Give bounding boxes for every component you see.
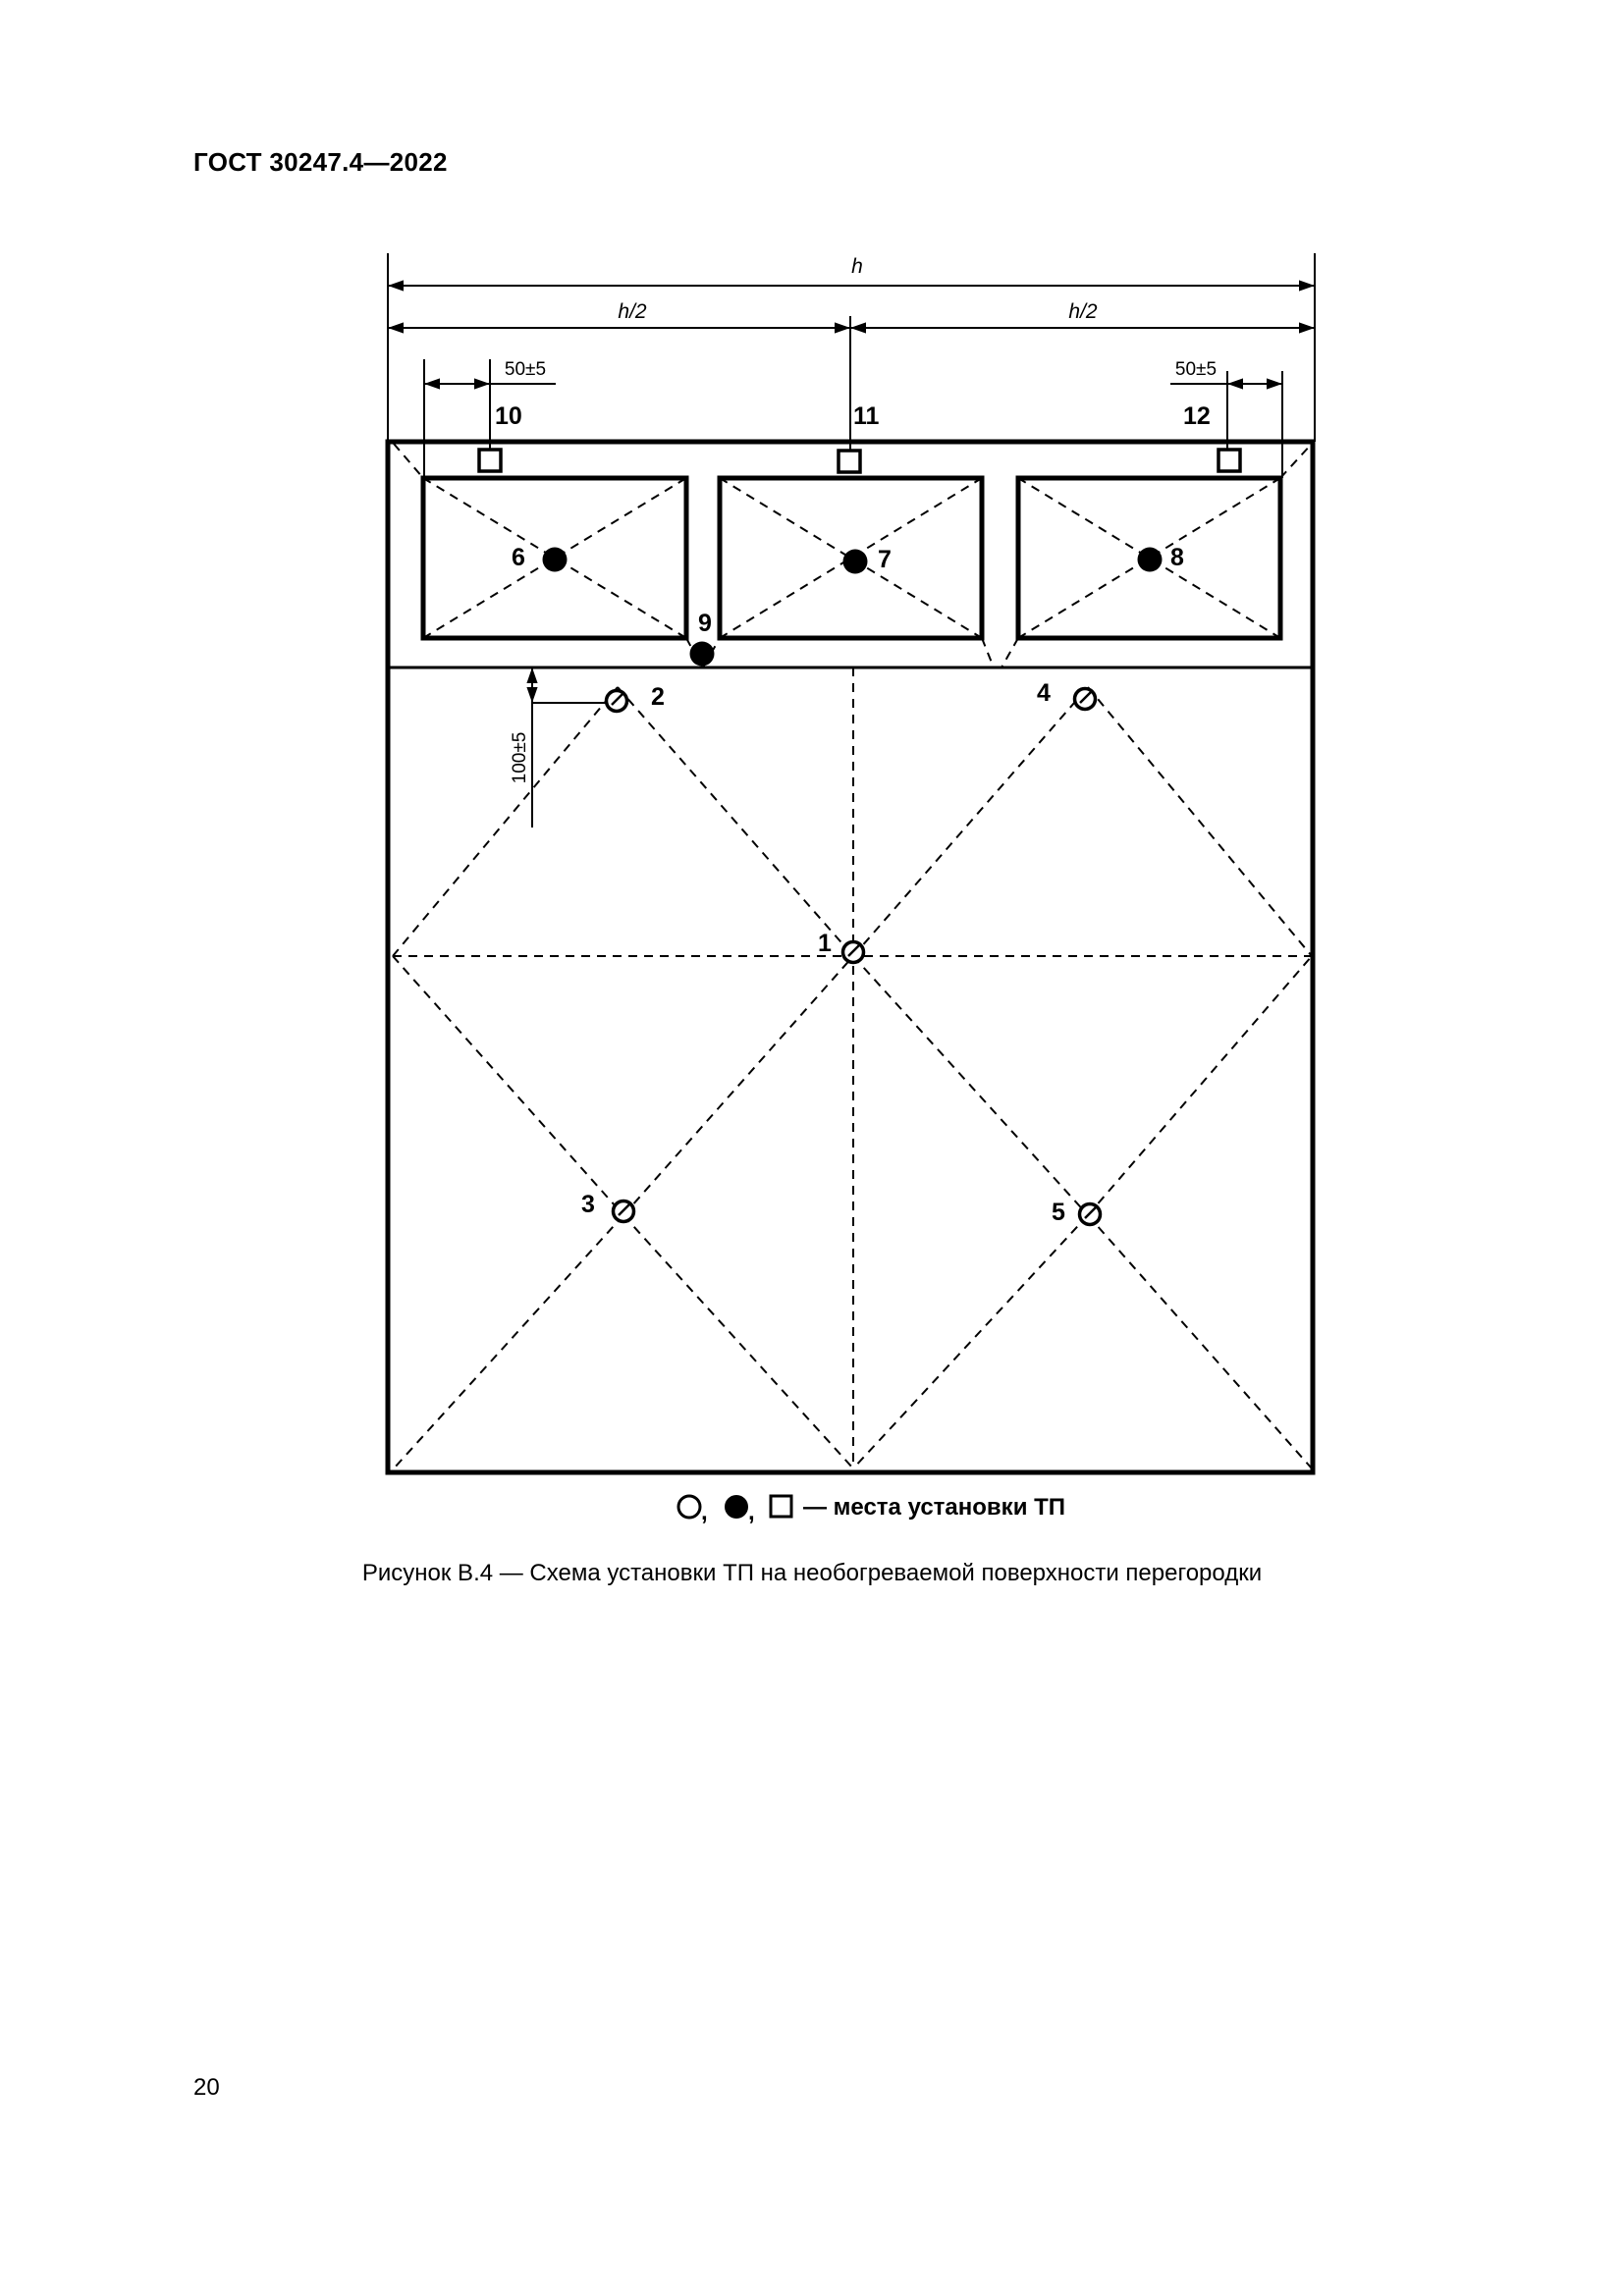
- dimension-half-right: h/2: [1068, 300, 1098, 323]
- point-2: [607, 683, 665, 712]
- legend: [678, 1494, 1065, 1525]
- point-label: 5: [1052, 1199, 1065, 1226]
- point-label: 3: [581, 1191, 595, 1218]
- legend-separator: ,: [701, 1499, 708, 1525]
- page-number: 20: [193, 2074, 220, 2101]
- point-label: 4: [1037, 679, 1051, 707]
- dimension-half-left: h/2: [618, 300, 647, 323]
- dimension-h: h: [851, 255, 863, 278]
- point-label: 2: [651, 683, 665, 711]
- point-3: [581, 1191, 634, 1222]
- point-label: 11: [853, 402, 880, 430]
- point-label: 9: [698, 610, 712, 637]
- dimension-offset-left: 50±5: [504, 359, 547, 380]
- point-11: [839, 402, 880, 472]
- point-label: 10: [495, 402, 522, 430]
- open-circle-icon: [678, 1496, 700, 1518]
- point-label: 6: [512, 544, 525, 571]
- point-8: [1138, 544, 1185, 572]
- point-1: [818, 930, 864, 963]
- point-label: 1: [818, 930, 832, 957]
- point-12: [1183, 402, 1240, 471]
- legend-text: — места установки ТП: [803, 1494, 1066, 1521]
- legend-separator: ,: [748, 1499, 755, 1525]
- point-label: 8: [1170, 544, 1184, 571]
- point-4: [1037, 679, 1096, 710]
- filled-circle-icon: [725, 1495, 748, 1519]
- document-header: ГОСТ 30247.4—2022: [193, 147, 448, 177]
- point-label: 7: [878, 546, 892, 573]
- point-10: [479, 402, 522, 471]
- point-7: [843, 546, 892, 574]
- point-label: 12: [1183, 402, 1211, 430]
- point-6: [512, 544, 568, 572]
- dimension-offset-right: 50±5: [1174, 359, 1218, 380]
- square-icon: [771, 1496, 791, 1517]
- dimension-offset-vertical: 100±5: [510, 731, 530, 784]
- point-9: [690, 610, 715, 667]
- figure-caption: Рисунок В.4 — Схема установки ТП на необогреваемой поверхности перегородки: [361, 1560, 1263, 1586]
